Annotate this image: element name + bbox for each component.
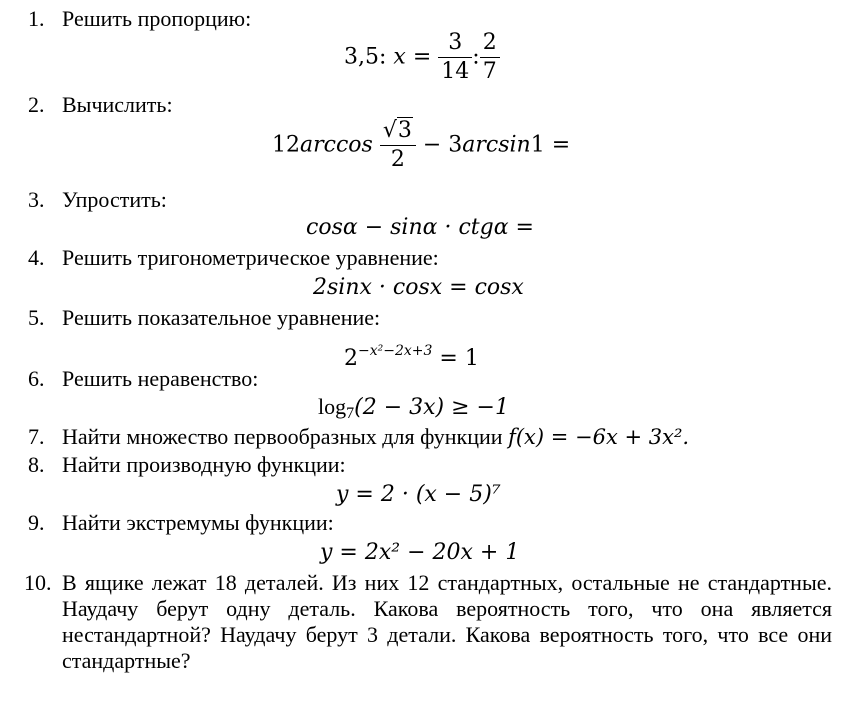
- task-number: 4.: [28, 245, 45, 270]
- fraction-numerator: 3: [438, 30, 472, 58]
- formula-derivative: y = 2 · (x − 5)⁷: [336, 482, 501, 507]
- task-label: Вычислить:: [62, 92, 173, 117]
- task-number: 2.: [28, 92, 45, 117]
- formula-function: arcsin: [462, 132, 531, 158]
- fraction-numerator: √3: [380, 118, 416, 146]
- formula-trig-simplify: cosα − sinα · ctgα =: [306, 215, 534, 240]
- formula-var: x: [393, 44, 406, 70]
- task-label: Решить неравенство:: [62, 366, 259, 391]
- task-label: Найти экстремумы функции:: [62, 510, 334, 535]
- formula-arg: 1: [530, 132, 545, 158]
- formula-colon: :: [472, 44, 480, 70]
- fraction-3-14: [438, 30, 472, 85]
- formula-log-arg: (2 − 3x) ≥ −1: [354, 395, 509, 420]
- sqrt-radicand: 3: [397, 118, 412, 143]
- task-label: Найти производную функции:: [62, 452, 346, 477]
- formula-proportion: [344, 30, 500, 85]
- task-10-paragraph: В ящике лежат 18 деталей. Из них 12 стандартных, остальные не стандартные. Наудачу берут одну деталь. Какова вероятность того, что она является нестандартной? Наудачу берут 3 детали. Какова вероятность того, что все они стандартные?: [62, 570, 832, 673]
- task-number: 8.: [28, 452, 45, 477]
- fraction-denominator: 14: [441, 59, 470, 84]
- formula-exponent: −x²−2x+3: [358, 343, 433, 359]
- task-label: Решить тригонометрическое уравнение:: [62, 245, 439, 270]
- task-label: [62, 424, 689, 450]
- formula-lhs: 3,5:: [344, 44, 387, 70]
- formula-coef: 12: [272, 132, 300, 158]
- fraction-numerator: 2: [480, 30, 500, 58]
- fraction-denominator: 2: [390, 147, 405, 172]
- formula-arccos: [272, 118, 570, 173]
- fraction-sqrt3-2: [380, 118, 416, 173]
- task-number: 5.: [28, 305, 45, 330]
- formula-eq: =: [551, 132, 571, 158]
- task-label-text: Найти множество первообразных для функции: [62, 424, 503, 449]
- fraction-2-7: [480, 30, 500, 85]
- formula-exponential: [344, 338, 479, 372]
- formula-trig-equation: 2sinx · cosx = cosx: [313, 275, 524, 300]
- task-number: 7.: [28, 424, 45, 449]
- formula-function-f: f(x) = −6x + 3x².: [508, 425, 690, 449]
- formula-log-base: 7: [346, 405, 355, 422]
- task-number: 9.: [28, 510, 45, 535]
- task-number: 10.: [24, 570, 52, 595]
- task-label: Решить показательное уравнение:: [62, 305, 381, 330]
- formula-rest: − 3: [422, 132, 463, 158]
- formula-base: 2: [344, 346, 358, 371]
- task-number: 3.: [28, 187, 45, 212]
- task-label: Упростить:: [62, 187, 167, 212]
- formula-extremum: y = 2x² − 20x + 1: [320, 540, 520, 565]
- formula-eq: =: [412, 44, 432, 70]
- formula-function: arccos: [300, 132, 373, 158]
- formula-log-inequality: [318, 394, 509, 427]
- formula-log: log: [318, 394, 347, 419]
- formula-rhs: = 1: [439, 346, 479, 371]
- task-number: 1.: [28, 6, 45, 31]
- fraction-denominator: 7: [482, 59, 497, 84]
- task-label: Решить пропорцию:: [62, 6, 252, 31]
- task-number: 6.: [28, 366, 45, 391]
